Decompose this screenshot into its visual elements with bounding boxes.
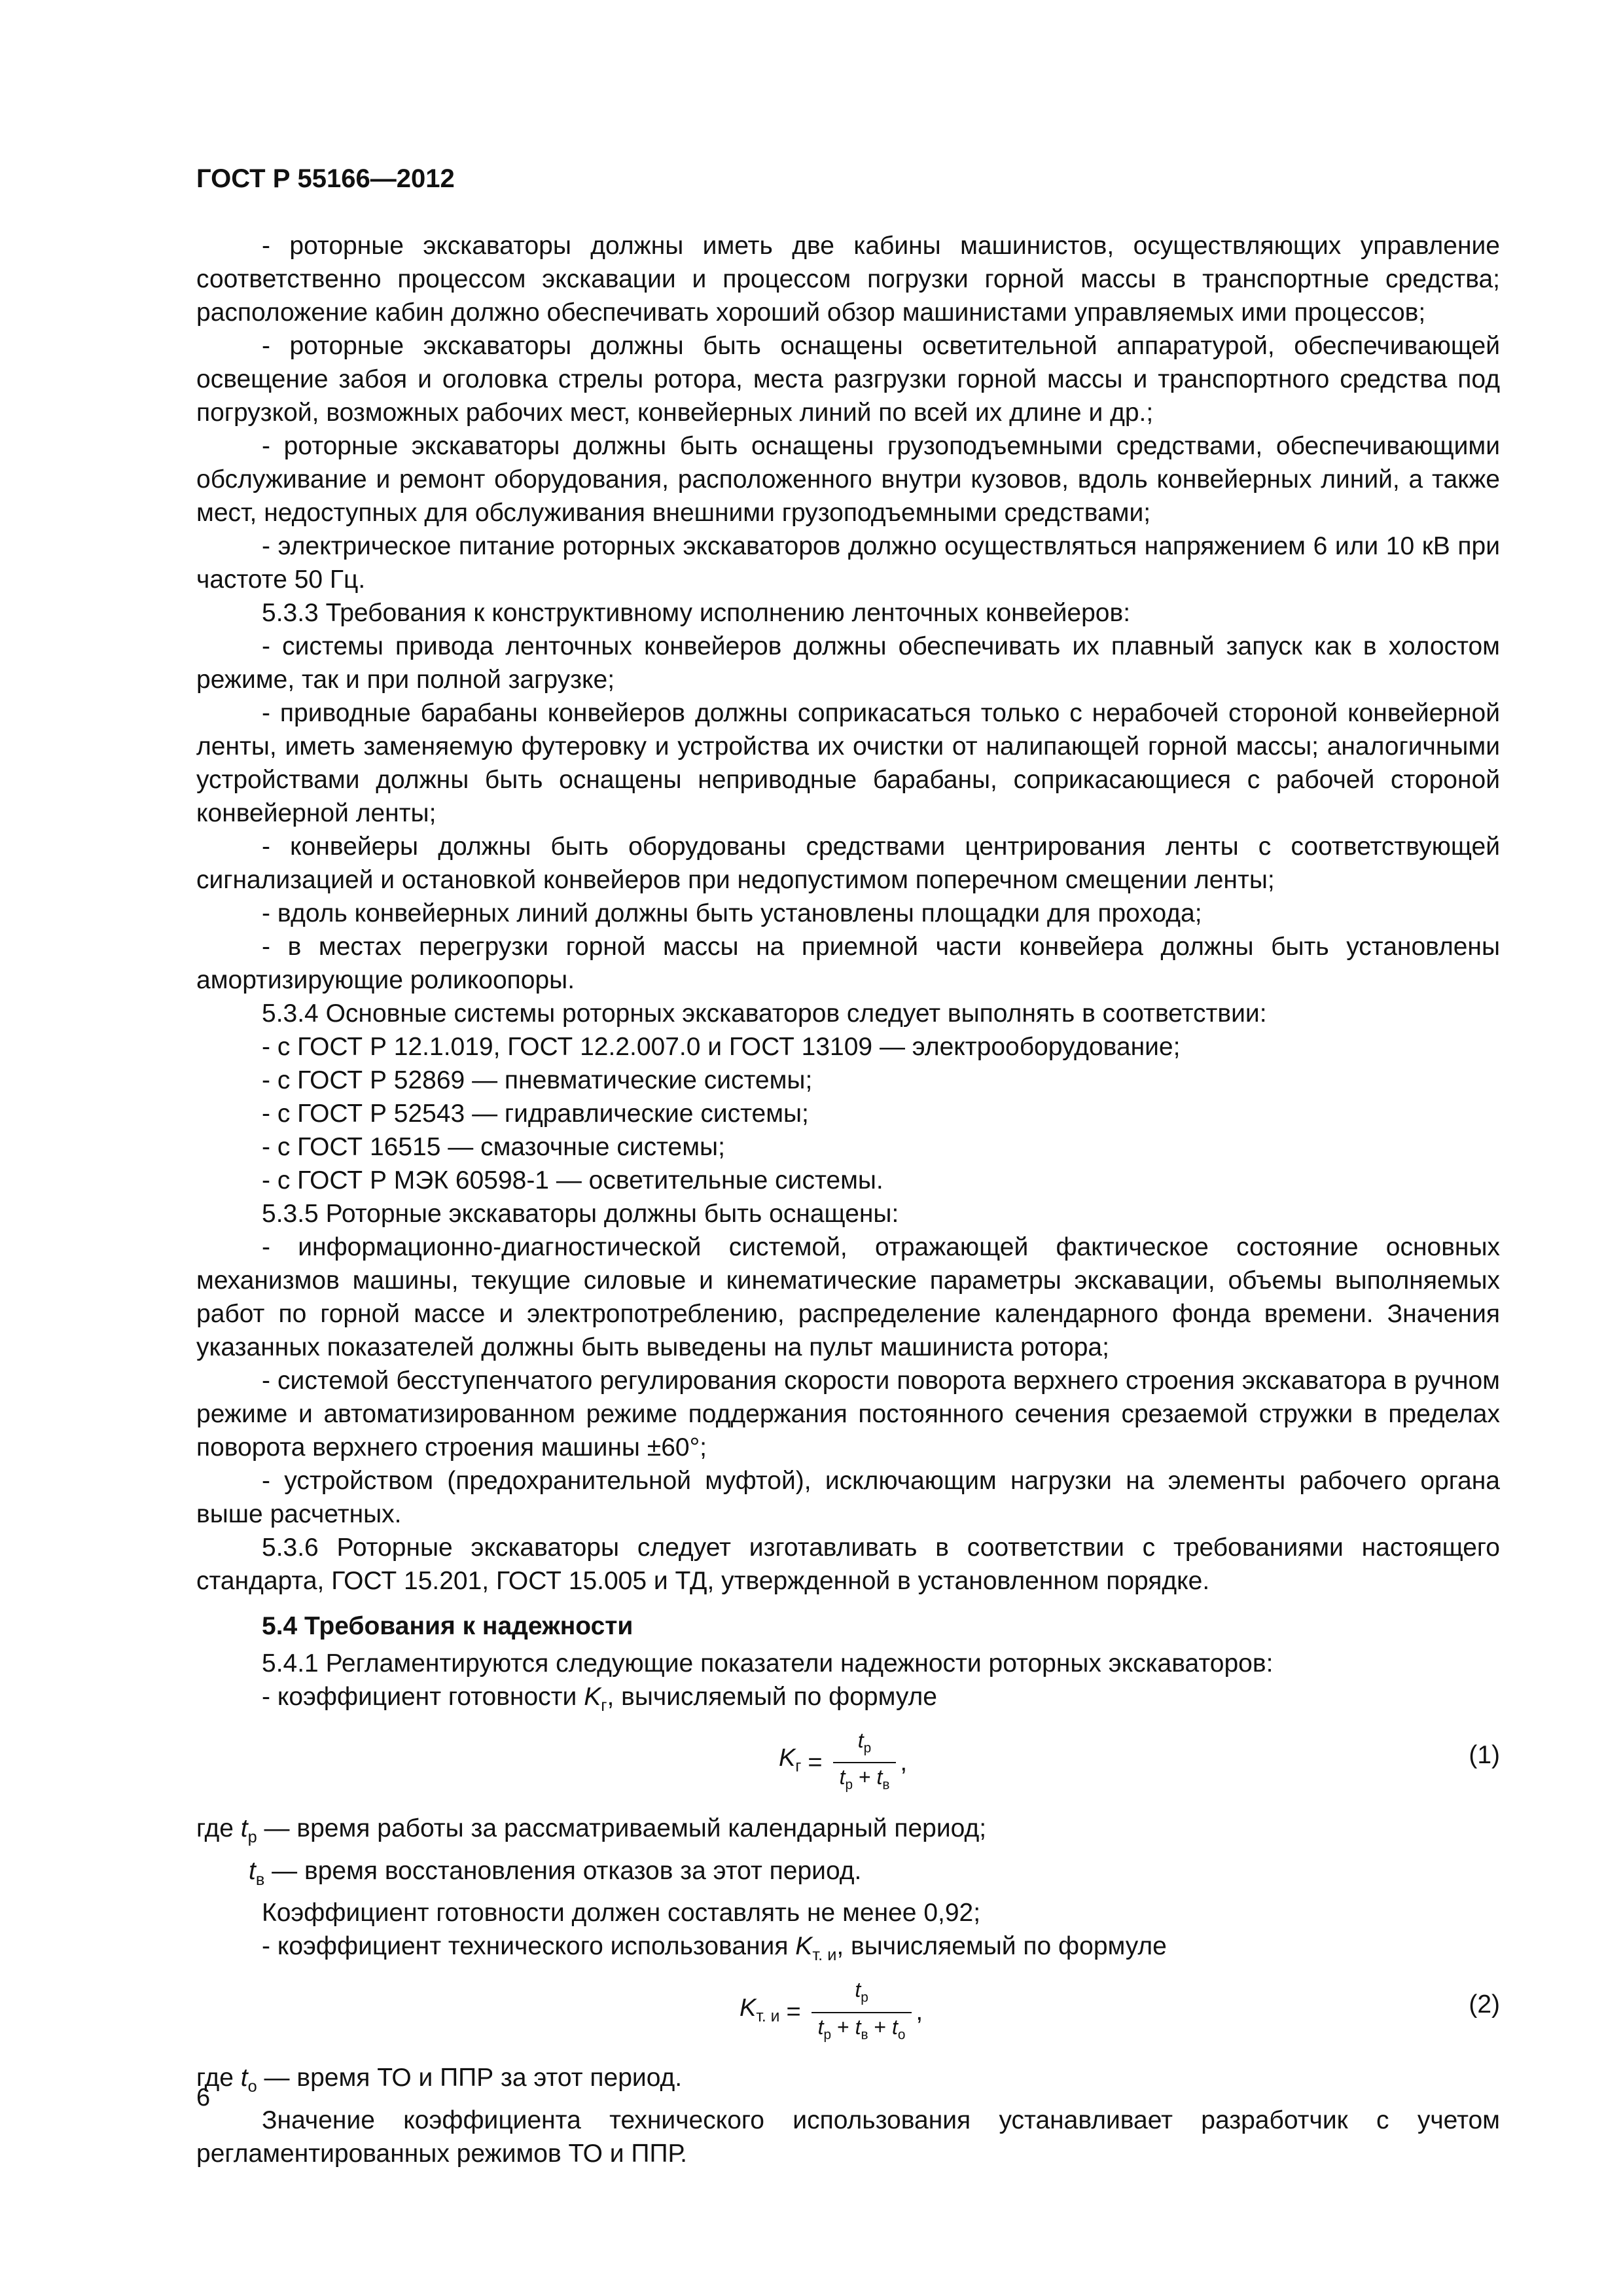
paragraph: - приводные барабаны конвейеров должны соприкасаться только с нерабочей стороной конвейерной ленты, иметь заменяемую футеровку и устройства их очистки от налипающей горной массы; аналогичными устройствами должны быть оснащены неприводные барабаны, соприкасающиеся с рабочей стороной конвейерной ленты; — [196, 699, 1500, 827]
formula-2-fraction — [812, 1976, 912, 2049]
page-number: 6 — [196, 2084, 211, 2111]
paragraph: - с ГОСТ 16515 — смазочные системы; — [262, 1133, 725, 1161]
formula-2-numerator: $t_р$ — [855, 1978, 868, 2005]
where-tp: где $t_р$ — время работы за рассматриваемый календарный период; — [196, 1814, 987, 1846]
paragraph: - с ГОСТ Р 12.1.019, ГОСТ 12.2.007.0 и ГОСТ 13109 — электрооборудование; — [262, 1033, 1181, 1061]
formula-1-equals: = — [808, 1748, 823, 1776]
formula-2-number: (2) — [1469, 1990, 1500, 2019]
formula-2-expression — [740, 1976, 923, 2049]
paragraph: - системы привода ленточных конвейеров должны обеспечивать их плавный запуск как в холостом режиме, так и при полной загрузке; — [196, 632, 1500, 694]
paragraph-kg-value: Коэффициент готовности должен составлять не менее 0,92; — [262, 1899, 981, 1928]
formula-1-fraction — [833, 1727, 897, 1799]
formula-1 — [196, 1727, 1500, 1805]
paragraph: - устройством (предохранительной муфтой), исключающим нагрузки на элементы рабочего органа выше расчетных. — [196, 1467, 1500, 1528]
paragraph: - вдоль конвейерных линий должны быть установлены площадки для прохода; — [262, 899, 1202, 927]
paragraph: - с ГОСТ Р МЭК 60598-1 — осветительные системы. — [262, 1166, 883, 1194]
formula-2 — [196, 1976, 1500, 2054]
kg-symbol: $K_г$ — [584, 1683, 607, 1715]
paragraph: - электрическое питание роторных экскаваторов должно осуществляться напряжением 6 или 10 кВ при частоте 50 Гц. — [196, 532, 1500, 594]
paragraph: - конвейеры должны быть оборудованы средствами центрирования ленты с соответствующей сигнализацией и остановкой конвейеров при недопустимом поперечном смещении ленты; — [196, 833, 1500, 894]
paragraph: 5.3.5 Роторные экскаваторы должны быть оснащены: — [262, 1200, 899, 1228]
paragraph-kti-intro: - коэффициент технического использования $K_{т. и}$, вычисляемый по формуле — [262, 1932, 1167, 1965]
formula-2-lhs: $K_{т. и}$ — [740, 1994, 780, 2026]
paragraph: - в местах перегрузки горной массы на приемной части конвейера должны быть установлены амортизирующие роликоопоры. — [196, 933, 1500, 994]
formula-1-denominator: $t_р + t_в$ — [833, 1762, 897, 1799]
paragraph-5-4-1: 5.4.1 Регламентируются следующие показатели надежности роторных экскаваторов: — [262, 1649, 1274, 1677]
where-to: где $t_о$ — время ТО и ППР за этот период. — [196, 2064, 683, 2096]
paragraph-group — [196, 229, 1500, 1598]
document-code-header: ГОСТ Р 55166—2012 — [196, 164, 455, 193]
kti-symbol: $K_{т. и}$ — [795, 1932, 837, 1965]
document-body — [196, 229, 1500, 2170]
paragraph-final: Значение коэффициента технического использования устанавливает разработчик с учетом регламентированных режимов ТО и ППР. — [196, 2106, 1500, 2168]
paragraph: 5.3.3 Требования к конструктивному исполнению ленточных конвейеров: — [262, 599, 1131, 627]
paragraph-kg-intro — [196, 1680, 1500, 1723]
formula-2-equals: = — [786, 1998, 801, 2026]
where-tv: $t_в$ — время восстановления отказов за этот период. — [249, 1856, 862, 1889]
paragraph: - с ГОСТ Р 52869 — пневматические системы; — [262, 1066, 813, 1094]
kg-intro-text: - коэффициент готовности — [262, 1683, 577, 1711]
formula-1-expression — [779, 1727, 907, 1799]
formula-1-comma: , — [900, 1748, 908, 1776]
formula-2-comma: , — [916, 1998, 923, 2026]
paragraph: - роторные экскаваторы должны иметь две кабины машинистов, осуществляющих управление соответственно процессом экскавации и процессом погрузки горной массы в транспортные средства; расположение кабин должно обеспечивать хороший обзор машинистами управляемых ими процессов; — [196, 232, 1500, 327]
paragraph: - роторные экскаваторы должны быть оснащены осветительной аппаратурой, обеспечивающей освещение забоя и оголовка стрелы ротора, места разгрузки горной массы и транспортного средства под погрузкой, возможных рабочих мест, конвейерных линий по всей их длине и др.; — [196, 332, 1500, 427]
formula-1-numerator: $t_р$ — [857, 1728, 872, 1756]
paragraph: - системой бесступенчатого регулирования скорости поворота верхнего строения экскаватора в ручном режиме и автоматизированном режиме поддержания постоянного сечения срезаемой стружки в пределах поворота верхнего строения машины ±60°; — [196, 1367, 1500, 1462]
formula-1-lhs: $K_г$ — [779, 1744, 802, 1776]
kg-tail-text: , вычисляемый по формуле — [607, 1683, 937, 1711]
paragraph: - роторные экскаваторы должны быть оснащены грузоподъемными средствами, обеспечивающими обслуживание и ремонт оборудования, расположенного внутри кузовов, вдоль конвейерных линий, а также мест, недоступных для обслуживания внешними грузоподъемными средствами; — [196, 432, 1500, 527]
paragraph: - информационно-диагностической системой, отражающей фактическое состояние основных механизмов машины, текущие силовые и кинематические параметры экскавации, объемы выполняемых работ по горной массе и электропотреблению, распределение календарного фонда времени. Значения указанных показателей должны быть выведены на пульт машиниста ротора; — [196, 1233, 1500, 1361]
formula-1-number: (1) — [1469, 1740, 1500, 1769]
paragraph: - с ГОСТ Р 52543 — гидравлические системы; — [262, 1100, 809, 1128]
section-title: 5.4 Требования к надежности — [262, 1612, 633, 1640]
paragraph: 5.3.4 Основные системы роторных экскаваторов следует выполнять в соответствии: — [262, 999, 1267, 1028]
paragraph: 5.3.6 Роторные экскаваторы следует изготавливать в соответствии с требованиями настоящего стандарта, ГОСТ 15.201, ГОСТ 15.005 и ТД, утвержденной в установленном порядке. — [196, 1534, 1500, 1595]
formula-2-denominator: $t_р + t_в + t_о$ — [812, 2012, 912, 2049]
